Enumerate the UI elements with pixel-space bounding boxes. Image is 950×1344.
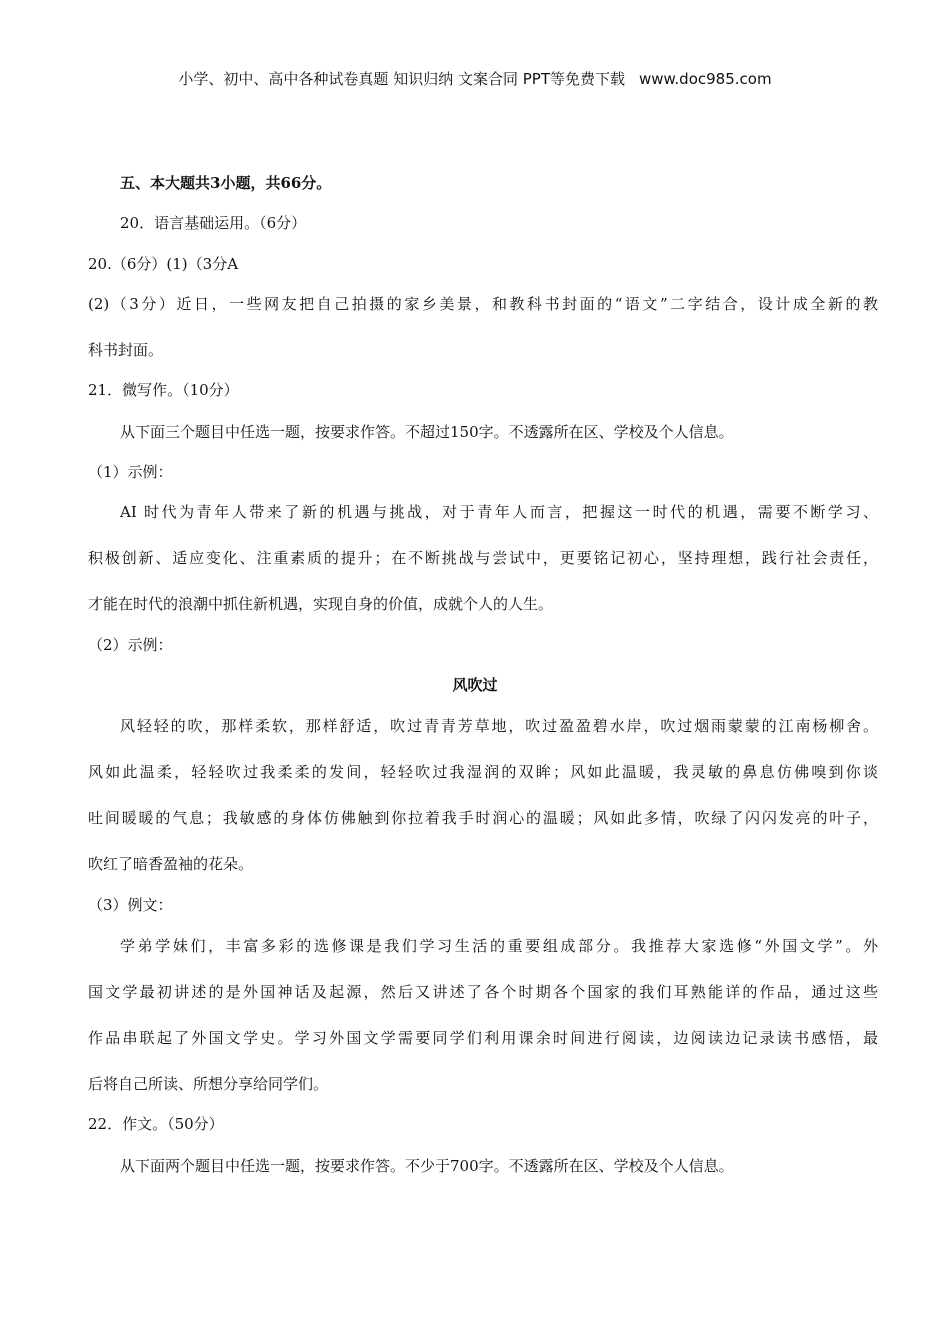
header-text: 小学、初中、高中各种试卷真题 知识归纳 文案合同 PPT等免费下载: [178, 70, 625, 88]
header-site-link[interactable]: www.doc985.com: [638, 70, 772, 88]
q21-example-1-line-3: 才能在时代的浪潮中抓住新机遇，实现自身的价值，成就个人的人生。: [88, 595, 554, 613]
q21-example-2-line-3: 吐间暖暖的气息；我敏感的身体仿佛触到你拉着我手时润心的温暖；风如此多情，吹绿了闪闪发亮的叶子，: [88, 809, 878, 827]
q21-heading: 21．微写作。（10分）: [88, 381, 239, 399]
q21-example-1-label: （1）示例：: [88, 463, 173, 481]
q22-heading: 22．作文。（50分）: [88, 1115, 224, 1133]
q21-instruction: 从下面三个题目中任选一题，按要求作答。不超过150字。不透露所在区、学校及个人信息。: [120, 423, 734, 441]
q20-answer-line: 20.（6分）(1)（3分A: [88, 255, 239, 273]
q20-part2-line-1: (2)（3分）近日，一些网友把自己拍摄的家乡美景，和教科书封面的“语文”二字结合，设计成全新的教: [88, 295, 878, 313]
q21-example-2-line-1: 风轻轻的吹，那样柔软，那样舒适，吹过青青芳草地，吹过盈盈碧水岸，吹过烟雨蒙蒙的江南杨柳舍。: [120, 717, 878, 735]
q21-example-3-line-4: 后将自己所读、所想分享给同学们。: [88, 1075, 329, 1093]
q21-example-2-label: （2）示例：: [88, 636, 173, 654]
q21-example-3-line-2: 国文学最初讲述的是外国神话及起源，然后又讲述了各个时期各个国家的我们耳熟能详的作品，通过这些: [88, 983, 878, 1001]
q21-example-2-line-4: 吹红了暗香盈袖的花朵。: [88, 855, 254, 873]
q21-example-1-line-1: AI 时代为青年人带来了新的机遇与挑战，对于青年人而言，把握这一时代的机遇，需要不断学习、: [120, 503, 878, 521]
q21-example-3-line-1: 学弟学妹们，丰富多彩的选修课是我们学习生活的重要组成部分。我推荐大家选修“外国文学”。外: [120, 937, 878, 955]
q21-example-3-line-3: 作品串联起了外国文学史。学习外国文学需要同学们利用课余时间进行阅读，边阅读边记录读书感悟，最: [88, 1029, 878, 1047]
q20-heading: 20．语言基础运用。（6分）: [120, 214, 307, 232]
q21-example-1-line-2: 积极创新、适应变化、注重素质的提升；在不断挑战与尝试中，更要铭记初心，坚持理想，践行社会责任，: [88, 549, 878, 567]
page-header: [0, 68, 950, 89]
q22-instruction: 从下面两个题目中任选一题，按要求作答。不少于700字。不透露所在区、学校及个人信息。: [120, 1157, 734, 1175]
q21-example-2-title: 风吹过: [452, 676, 498, 694]
q21-example-2-line-2: 风如此温柔，轻轻吹过我柔柔的发间，轻轻吹过我湿润的双眸；风如此温暖，我灵敏的鼻息仿佛嗅到你谈: [88, 763, 878, 781]
section-title: 五、本大题共3小题，共66分。: [120, 174, 332, 192]
q20-part2-line-2: 科书封面。: [88, 341, 164, 359]
q21-example-3-label: （3）例文：: [88, 896, 173, 914]
